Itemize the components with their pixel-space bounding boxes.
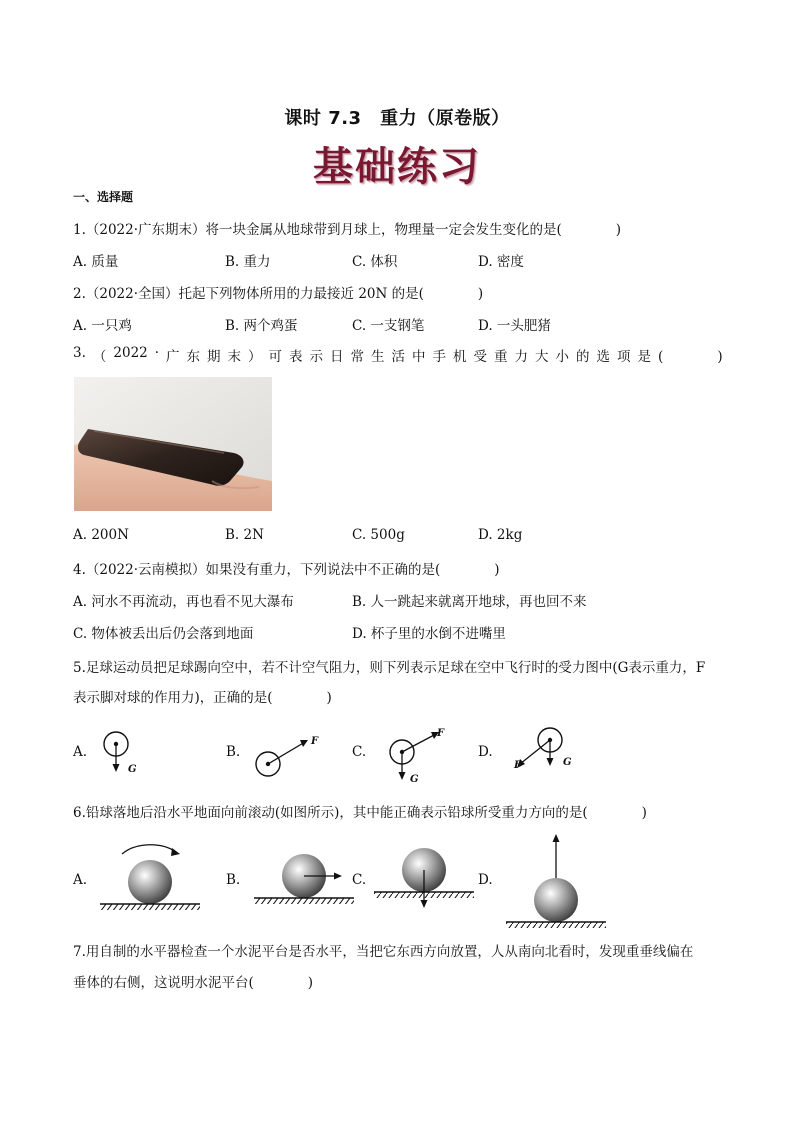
q5-stem-line2: 表示脚对球的作用力)，正确的是( ) (73, 690, 332, 706)
phone-in-hand-photo (74, 377, 272, 511)
q5-option-a-letter: A. (73, 744, 88, 760)
q2-option-a: A. 一只鸡 (73, 318, 132, 334)
q6-diagram-b (254, 850, 354, 910)
q5-a-g-label: G (128, 764, 137, 775)
q5-option-b-letter: B. (226, 744, 241, 760)
q2-option-d: D. 一头肥猪 (478, 318, 551, 334)
q6-stem: 6.铅球落地后沿水平地面向前滚动(如图所示)，其中能正确表示铅球所受重力方向的是( ) (73, 805, 647, 821)
q5-option-c-letter: C. (352, 744, 367, 760)
q3-option-b: B. 2N (225, 527, 264, 543)
q5-option-d-letter: D. (478, 744, 493, 760)
q7-stem-line2: 垂体的右侧，这说明水泥平台( ) (73, 975, 314, 991)
q5-c-f-label: F (437, 728, 445, 739)
q3-stem: 3. （ 2022 · 广 东 期 末 ） 可 表 示 日 常 生 活 中 手 机 受 重 力 大 小 的 选 项 是 ( ) (73, 345, 723, 365)
q5-stem-line1: 5.足球运动员把足球踢向空中，若不计空气阻力，则下列表示足球在空中飞行时的受力图中(G表示重力，F (73, 660, 706, 676)
q4-option-d: D. 杯子里的水倒不进嘴里 (352, 626, 506, 642)
banner-heading: 基础练习 (313, 144, 481, 190)
q5-d-f-label: F (514, 760, 522, 771)
page-title: 课时 7.3 重力（原卷版） (284, 108, 510, 129)
section-heading: 一、选择题 (73, 190, 134, 204)
q6-diagram-d (506, 828, 606, 930)
q1-option-d: D. 密度 (478, 254, 524, 270)
q6-diagram-a (100, 840, 200, 912)
q4-option-a: A. 河水不再流动，再也看不见大瀑布 (73, 594, 294, 610)
q6-option-d-letter: D. (478, 872, 493, 888)
q4-option-c: C. 物体被丢出后仍会落到地面 (73, 626, 254, 642)
q3-option-a: A. 200N (73, 527, 129, 543)
q1-option-a: A. 质量 (73, 254, 119, 270)
q6-diagram-c (374, 846, 474, 912)
q6-option-c-letter: C. (352, 872, 367, 888)
q5-diagram-b (250, 736, 320, 778)
q3-option-c: C. 500g (352, 527, 405, 543)
q7-stem-line1: 7.用自制的水平器检查一个水泥平台是否水平，当把它东西方向放置，人从南向北看时，发现重垂线偏在 (73, 944, 694, 960)
q2-option-b: B. 两个鸡蛋 (225, 318, 298, 334)
q1-stem: 1.（2022·广东期末）将一块金属从地球带到月球上，物理量一定会发生变化的是( ) (73, 222, 622, 238)
q5-b-f-label: F (311, 736, 319, 747)
q5-d-g-label: G (563, 757, 572, 768)
q3-option-d: D. 2kg (478, 527, 523, 543)
q2-stem: 2.（2022·全国）托起下列物体所用的力最接近 20N 的是( ) (73, 286, 484, 302)
q6-option-b-letter: B. (226, 872, 241, 888)
q1-option-c: C. 体积 (352, 254, 398, 270)
q2-option-c: C. 一支钢笔 (352, 318, 425, 334)
q4-stem: 4.（2022·云南模拟）如果没有重力，下列说法中不正确的是( ) (73, 562, 500, 578)
q5-c-g-label: G (410, 774, 419, 785)
q6-option-a-letter: A. (73, 872, 88, 888)
q4-option-b: B. 人一跳起来就离开地球，再也回不来 (352, 594, 587, 610)
q1-option-b: B. 重力 (225, 254, 271, 270)
